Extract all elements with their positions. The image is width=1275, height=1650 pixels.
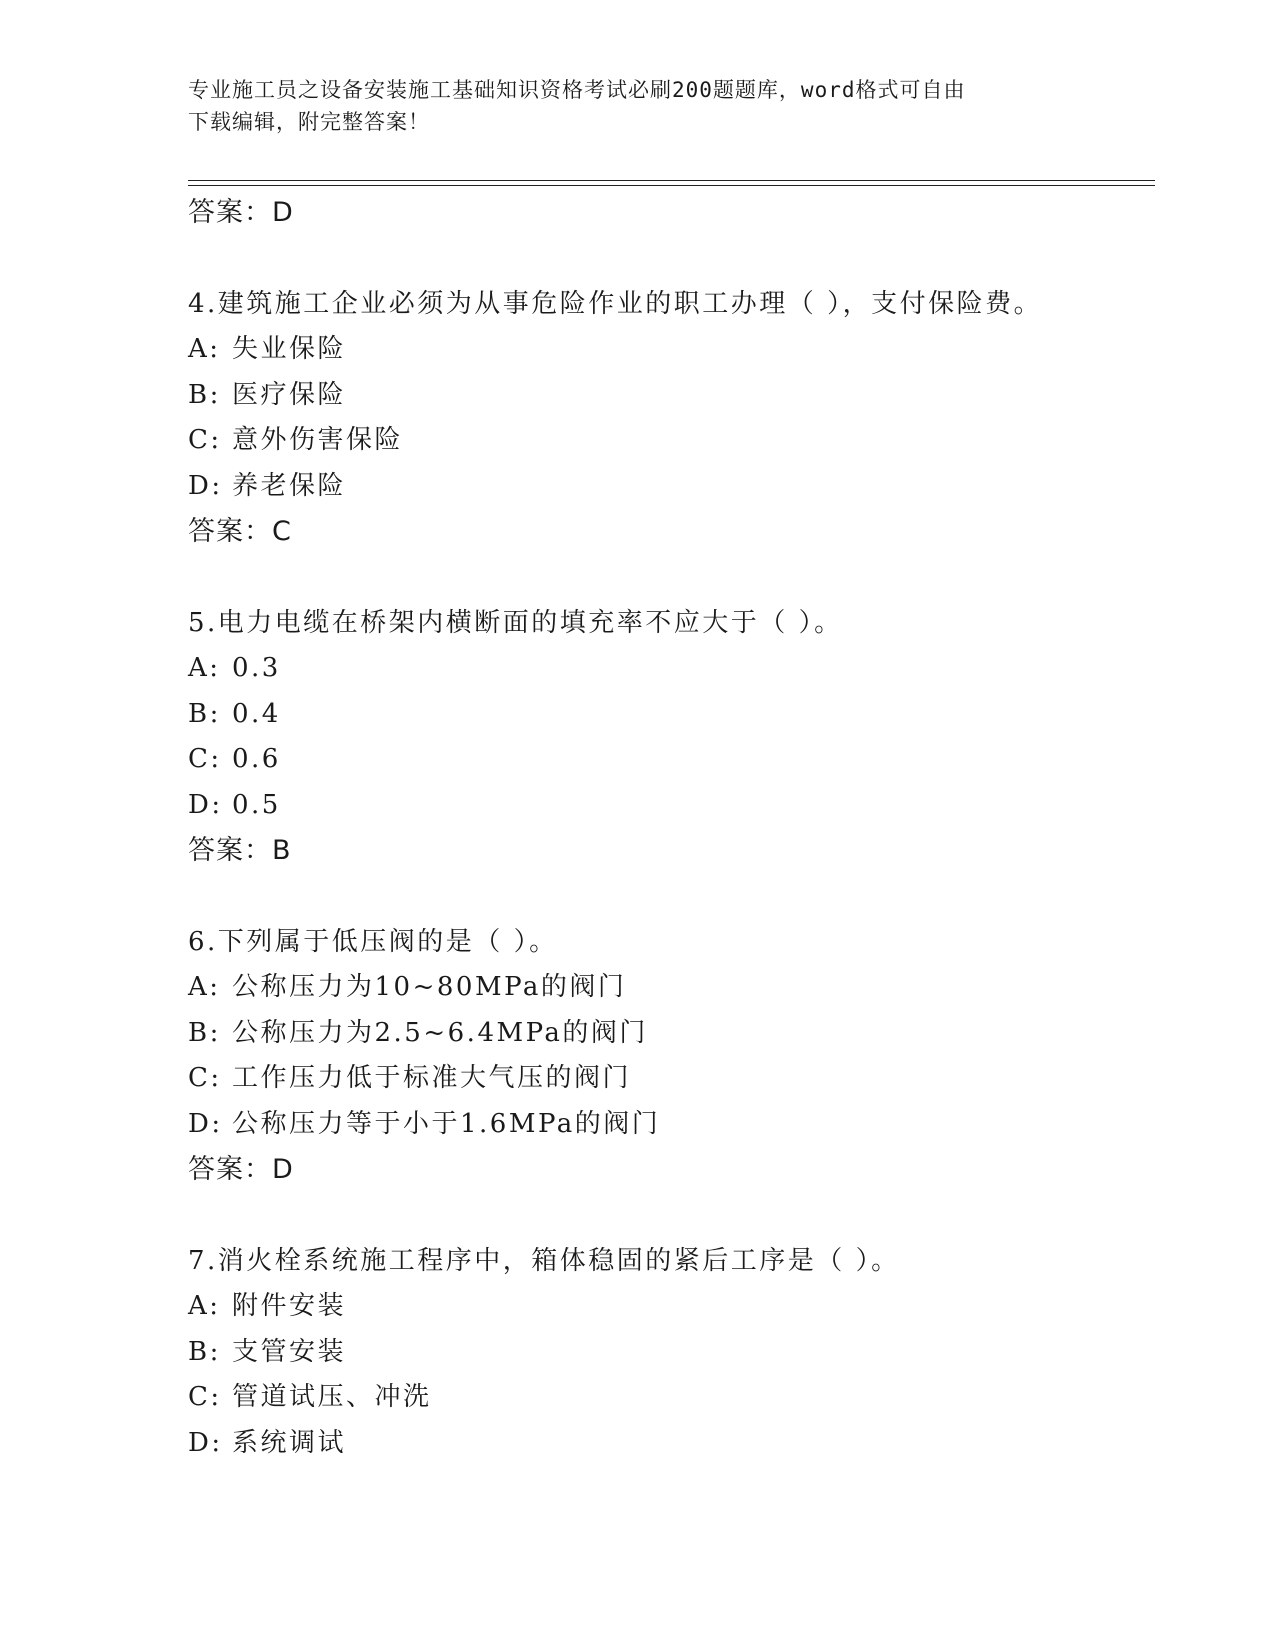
option-text: 0.6 (232, 744, 281, 774)
answer-line: 答案：C (188, 516, 292, 547)
answer-line: 答案：B (188, 835, 292, 866)
question-stem: 4.建筑施工企业必须为从事危险作业的职工办理（ ），支付保险费。 (188, 288, 1043, 319)
option-label: C: (188, 425, 222, 455)
answer-line: 答案：D (188, 1154, 294, 1185)
header-line-1: 专业施工员之设备安装施工基础知识资格考试必刷200题题库，word格式可自由 (188, 78, 966, 102)
spacer (188, 555, 1155, 601)
option-text: 系统调试 (232, 1427, 347, 1458)
option-text: 失业保险 (232, 334, 347, 364)
option-a (188, 965, 1155, 1011)
option-text: 公称压力等于小于1.6MPa的阀门 (232, 1108, 661, 1139)
option-b (188, 692, 1155, 738)
option-c (188, 1056, 1155, 1102)
option-b (188, 1330, 1155, 1376)
option-label: B: (188, 1017, 221, 1048)
option-d (188, 1421, 1155, 1467)
question-stem: 7.消火栓系统施工程序中，箱体稳固的紧后工序是（ ）。 (188, 1245, 900, 1276)
option-label: B: (188, 698, 221, 729)
option-label: C: (188, 1063, 222, 1093)
option-d (188, 464, 1155, 510)
option-label: A: (188, 1291, 221, 1321)
question-block (188, 920, 1155, 1193)
option-b (188, 1011, 1155, 1057)
previous-answer: 答案：D (188, 197, 294, 228)
option-c (188, 418, 1155, 464)
question-list (188, 190, 1155, 1466)
page-header (188, 74, 1068, 138)
option-label: C: (188, 744, 222, 774)
header-divider-bottom (188, 185, 1155, 186)
option-label: D: (188, 1427, 223, 1458)
option-text: 公称压力为10~80MPa的阀门 (232, 972, 627, 1002)
question-block (188, 282, 1155, 555)
option-a (188, 646, 1155, 692)
option-text: 意外伤害保险 (232, 425, 404, 455)
option-text: 工作压力低于标准大气压的阀门 (232, 1063, 632, 1093)
option-label: C: (188, 1382, 222, 1412)
option-label: A: (188, 334, 221, 364)
option-text: 附件安装 (232, 1291, 347, 1321)
option-b (188, 373, 1155, 419)
option-label: B: (188, 1336, 221, 1367)
spacer (188, 874, 1155, 920)
option-d (188, 783, 1155, 829)
spacer (188, 236, 1155, 282)
option-c (188, 1375, 1155, 1421)
option-text: 0.3 (232, 653, 281, 683)
header-divider-top (188, 180, 1155, 181)
option-d (188, 1102, 1155, 1148)
spacer (188, 1193, 1155, 1239)
option-text: 管道试压、冲洗 (232, 1382, 432, 1412)
option-label: D: (188, 789, 223, 820)
question-block (188, 601, 1155, 874)
option-label: B: (188, 379, 221, 410)
option-a (188, 1284, 1155, 1330)
question-stem: 6.下列属于低压阀的是（ ）。 (188, 926, 558, 957)
question-block (188, 1239, 1155, 1467)
option-a (188, 327, 1155, 373)
option-text: 0.5 (232, 789, 281, 820)
option-label: A: (188, 972, 221, 1002)
header-line-2: 下载编辑，附完整答案！ (188, 110, 430, 134)
option-text: 医疗保险 (232, 379, 347, 410)
question-stem: 5.电力电缆在桥架内横断面的填充率不应大于（ ）。 (188, 607, 843, 638)
option-text: 0.4 (232, 698, 281, 729)
option-label: A: (188, 653, 221, 683)
option-text: 养老保险 (232, 470, 347, 501)
option-label: D: (188, 470, 223, 501)
option-label: D: (188, 1108, 223, 1139)
option-c (188, 737, 1155, 783)
option-text: 公称压力为2.5~6.4MPa的阀门 (232, 1017, 648, 1048)
option-text: 支管安装 (232, 1336, 347, 1367)
